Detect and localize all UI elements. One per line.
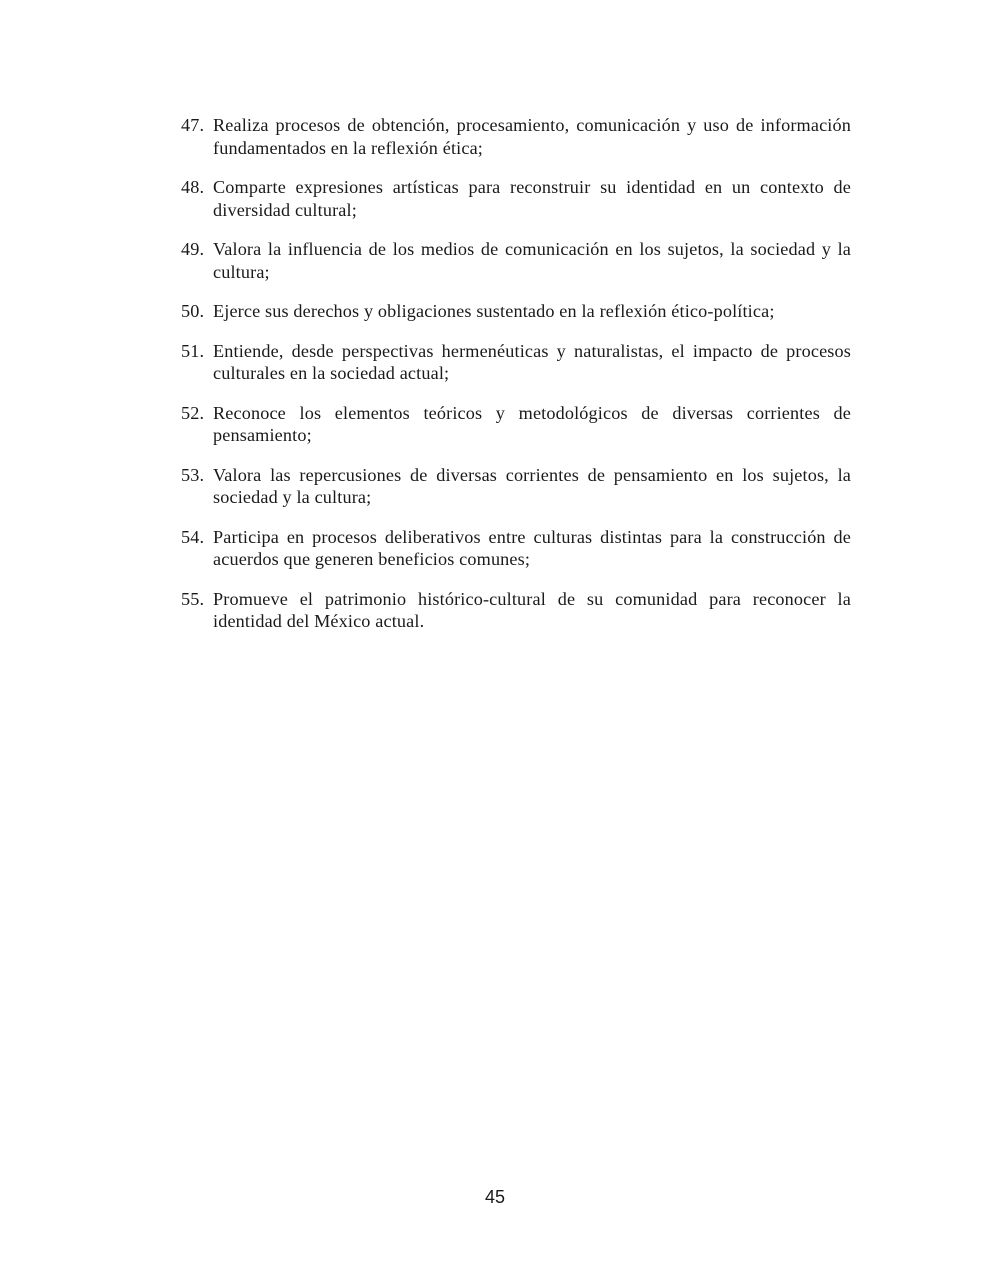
- item-text: Comparte expresiones artísticas para reconstruir su identidad en un contexto de diversidad cultural;: [213, 177, 851, 220]
- item-text: Valora la influencia de los medios de comunicación en los sujetos, la sociedad y la cultura;: [213, 239, 851, 282]
- item-number: 48.: [181, 177, 205, 197]
- item-number: 54.: [181, 526, 205, 547]
- item-text: Participa en procesos deliberativos entre culturas distintas para la construcción de acuerdos que generen beneficios comunes;: [213, 526, 851, 569]
- item-text: Valora las repercusiones de diversas corrientes de pensamiento en los sujetos, la sociedad y la cultura;: [213, 464, 851, 507]
- list-item: [181, 176, 851, 221]
- item-text: Entiende, desde perspectivas hermenéuticas y naturalistas, el impacto de procesos culturales en la sociedad actual;: [213, 340, 851, 383]
- item-number: 49.: [181, 239, 205, 259]
- item-number: 47.: [181, 115, 205, 135]
- list-item: [181, 238, 851, 283]
- page-number: 45: [484, 1187, 506, 1207]
- item-number: 55.: [181, 588, 205, 609]
- item-number: 52.: [181, 402, 205, 423]
- list-item: [181, 114, 851, 159]
- item-number: 50.: [181, 301, 205, 321]
- item-text: Realiza procesos de obtención, procesamiento, comunicación y uso de información fundamentados en la reflexión ética;: [213, 115, 851, 158]
- list-item: [181, 402, 851, 447]
- item-text: Promueve el patrimonio histórico-cultural de su comunidad para reconocer la identidad del México actual.: [213, 588, 851, 631]
- list-item: [181, 588, 851, 633]
- item-text: Reconoce los elementos teóricos y metodológicos de diversas corrientes de pensamiento;: [213, 402, 851, 445]
- list-item: [181, 300, 851, 323]
- list-item: [181, 464, 851, 509]
- numbered-list: [181, 114, 851, 650]
- list-item: [181, 340, 851, 385]
- list-item: [181, 526, 851, 571]
- item-number: 53.: [181, 464, 205, 485]
- item-text: Ejerce sus derechos y obligaciones sustentado en la reflexión ético-política;: [213, 301, 775, 321]
- item-number: 51.: [181, 340, 205, 361]
